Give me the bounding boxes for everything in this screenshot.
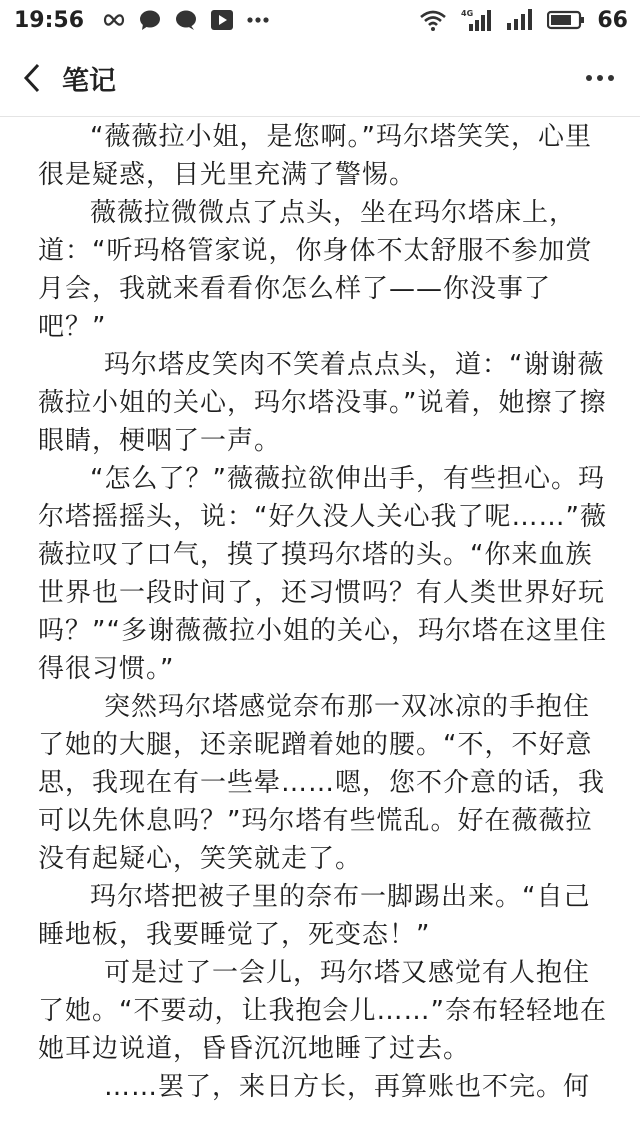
chat-bubble-icon: [138, 8, 162, 32]
chevron-left-icon: [22, 63, 42, 93]
paragraph: 玛尔塔皮笑肉不笑着点点头，道：“谢谢薇薇拉小姐的关心，玛尔塔没事。”说着，她擦了擦眼睛，梗咽了一声。: [38, 350, 607, 456]
cellular-signal-icon: [505, 8, 535, 32]
status-time: 19:56: [14, 7, 85, 33]
more-horizontal-icon: [585, 74, 615, 82]
battery-percentage: 66: [597, 7, 628, 33]
note-content[interactable]: [38, 118, 608, 1138]
wifi-icon: [419, 8, 447, 32]
paragraph: “薇薇拉小姐，是您啊。”玛尔塔笑笑，心里很是疑惑，目光里充满了警惕。: [38, 122, 592, 190]
paragraph: 薇薇拉微微点了点头，坐在玛尔塔床上，道：“听玛格管家说，你身体不太舒服不参加赏月会，我就来看看你怎么样了——你没事了吧？”: [38, 198, 593, 342]
paragraph: “怎么了？”薇薇拉欲伸出手，有些担心。玛尔塔摇摇头，说：“好久没人关心我了呢……”薇薇拉叹了口气，摸了摸玛尔塔的头。“你来血族世界也一段时间了，还习惯吗？有人类世界好玩吗？”“多谢薇薇拉小姐的关心，玛尔塔在这里住得很习惯。”: [38, 464, 607, 684]
battery-icon: [547, 8, 585, 32]
status-left: [0, 8, 270, 33]
more-options-button[interactable]: [568, 40, 632, 116]
cellular-4g-signal-icon: [459, 8, 493, 32]
video-play-icon: [210, 8, 234, 32]
page-title: 笔记: [62, 65, 116, 97]
infinity-icon: [102, 8, 126, 32]
paragraph: 玛尔塔把被子里的奈布一脚踢出来。“自己睡地板，我要睡觉了，死变态！”: [38, 882, 591, 950]
more-notifications-icon: [246, 8, 270, 32]
network-label: 4G: [461, 9, 474, 18]
message-icon: [174, 8, 198, 32]
status-right: [419, 8, 640, 33]
paragraph: 突然玛尔塔感觉奈布那一双冰凉的手抱住了她的大腿，还亲昵蹭着她的腰。“不，不好意思，我现在有一些晕……嗯，您不介意的话，我可以先休息吗？”玛尔塔有些慌乱。好在薇薇拉没有起疑心，笑笑就走了。: [38, 692, 606, 874]
paragraph: ……罢了，来日方长，再算账也不完。何: [104, 1072, 591, 1102]
navigation-bar: [0, 40, 640, 117]
status-bar: [0, 0, 640, 40]
back-button[interactable]: [0, 40, 64, 116]
paragraph: 可是过了一会儿，玛尔塔又感觉有人抱住了她。“不要动，让我抱会儿……”奈布轻轻地在她耳边说道，昏昏沉沉地睡了过去。: [38, 958, 607, 1064]
